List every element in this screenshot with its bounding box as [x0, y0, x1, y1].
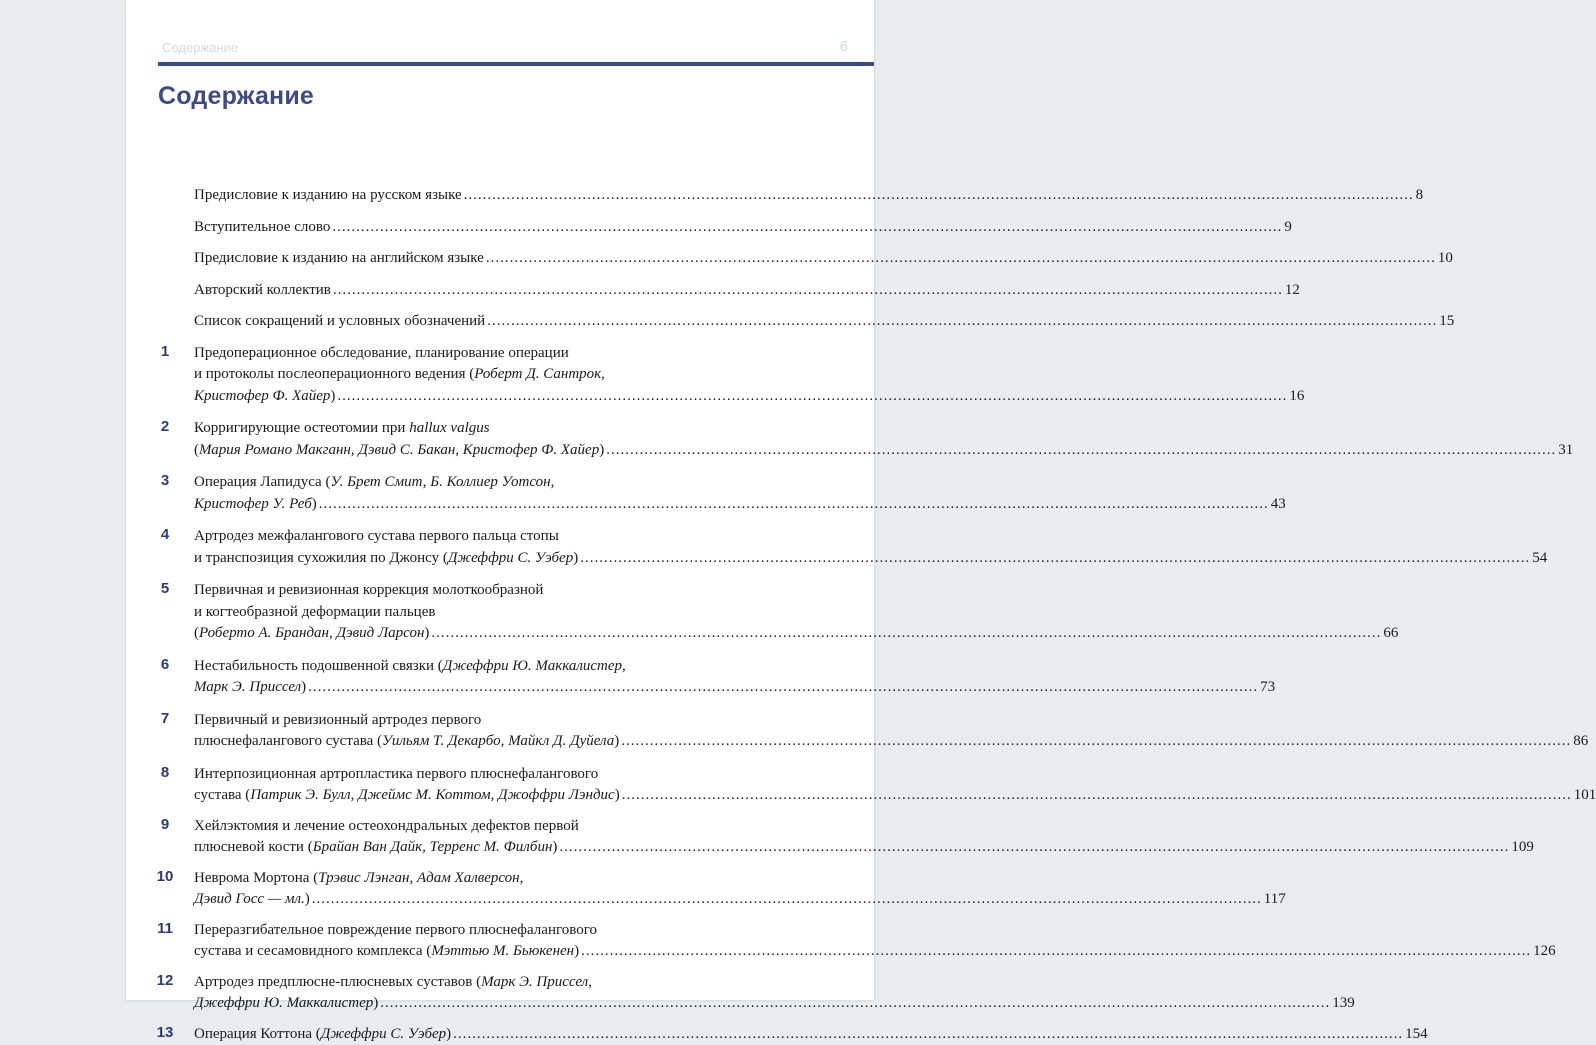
chapter-number: 3 [152, 472, 178, 489]
toc-entry[interactable] [152, 311, 722, 333]
author-names: Марк Э. Приссел [194, 679, 301, 695]
chapter-number: 8 [152, 764, 178, 781]
toc-entry[interactable] [152, 920, 722, 963]
entry-line [194, 217, 722, 239]
dot-leader: ........................................................................................................................................................................................................ [487, 311, 1437, 333]
entry-title-text: ) [614, 733, 619, 749]
entry-title-text: ) [599, 442, 604, 458]
entry-title-text: ) [573, 550, 578, 566]
entry-line [194, 311, 722, 333]
author-names: Джеффри С. Уэбер [321, 1026, 446, 1042]
entry-title-text: сустава и сесамовидного комплекса ( [194, 943, 431, 959]
entry-line [194, 418, 722, 440]
entry-title-text: ) [446, 1026, 451, 1042]
entry-text [194, 280, 331, 302]
toc-entry[interactable] [152, 710, 722, 753]
chapter-number: 7 [152, 710, 178, 727]
chapter-number: 10 [152, 868, 178, 885]
entry-line [194, 440, 722, 462]
entry-title-text: плюсневой кости ( [194, 839, 313, 855]
entry-title-text: Вступительное слово [194, 219, 330, 235]
entry-text [194, 386, 335, 408]
chapter-number: 12 [152, 972, 178, 989]
entry-title-text: Предисловие к изданию на русском языке [194, 187, 462, 203]
author-names: Трэвис Лэнган, Адам Халверсон, [318, 870, 523, 886]
toc-entry[interactable] [152, 972, 722, 1015]
entry-text [194, 785, 620, 807]
running-head-section: Содержание [162, 40, 238, 55]
entry-line [194, 1024, 722, 1045]
toc-entry[interactable] [152, 472, 722, 515]
entry-text [194, 993, 378, 1015]
entry-text [194, 494, 317, 516]
dot-leader: ........................................................................................................................................................................................................ [337, 386, 1287, 408]
entry-line [194, 993, 722, 1015]
entry-title-text: Хейлэктомия и лечение остеохондральных дефектов первой [194, 818, 579, 834]
toc-entry[interactable] [152, 343, 722, 408]
toc-entry[interactable] [152, 217, 722, 239]
entry-title-text: Корригирующие остеотомии при [194, 420, 409, 436]
chapter-number: 5 [152, 580, 178, 597]
author-names: У. Брет Смит, Б. Коллиер Уотсон, [330, 474, 554, 490]
entry-body [194, 764, 722, 807]
entry-title-text: ) [424, 625, 429, 641]
author-names: hallux valgus [409, 420, 489, 436]
entry-text [194, 677, 306, 699]
entry-title-text: ) [552, 839, 557, 855]
toc-entry[interactable] [152, 656, 722, 699]
page-number: 54 [1532, 548, 1547, 570]
entry-body [194, 580, 722, 645]
dot-leader: ........................................................................................................................................................................................................ [333, 280, 1283, 302]
entry-line [194, 764, 722, 786]
chapter-number: 9 [152, 816, 178, 833]
entry-title-text: и когтеобразной деформации пальцев [194, 604, 435, 620]
entry-body [194, 418, 722, 461]
dot-leader: ........................................................................................................................................................................................................ [621, 731, 1571, 753]
page-title: Содержание [158, 82, 314, 111]
dot-leader: ........................................................................................................................................................................................................ [312, 889, 1262, 911]
entry-body [194, 1024, 722, 1045]
entry-title-text: ) [301, 679, 306, 695]
entry-title-text: ) [312, 496, 317, 512]
entry-body [194, 311, 722, 333]
entry-title-text: Предисловие к изданию на английском языке [194, 250, 484, 266]
page-number: 117 [1264, 889, 1286, 911]
entry-title-text: Нестабильность подошвенной связки ( [194, 658, 443, 674]
entry-line [194, 868, 722, 890]
entry-title-text: сустава ( [194, 787, 250, 803]
entry-title-text: Предоперационное обследование, планирование операции [194, 345, 569, 361]
header-rule [158, 62, 874, 66]
page-number: 154 [1405, 1024, 1428, 1045]
entry-line [194, 280, 722, 302]
entry-text [194, 185, 462, 207]
entry-title-text: ) [574, 943, 579, 959]
running-head-page-number: 6 [840, 38, 848, 55]
entry-body [194, 972, 722, 1015]
dot-leader: ........................................................................................................................................................................................................ [581, 941, 1531, 963]
entry-title-text: и протоколы послеоперационного ведения ( [194, 366, 474, 382]
entry-title-text: Переразгибательное повреждение первого плюснефалангового [194, 922, 597, 938]
entry-line [194, 248, 722, 270]
entry-title-text: ) [373, 995, 378, 1011]
entry-text [194, 217, 330, 239]
author-names: Марк Э. Приссел, [481, 974, 592, 990]
page-number: 12 [1285, 280, 1300, 302]
entry-text [194, 311, 485, 333]
entry-line [194, 580, 722, 602]
entry-body [194, 472, 722, 515]
entry-body [194, 920, 722, 963]
author-names: Роберт Д. Сантрок, [474, 366, 605, 382]
page-number: 9 [1284, 217, 1292, 239]
entry-line [194, 623, 722, 645]
toc-entry[interactable] [152, 185, 722, 207]
entry-line [194, 710, 722, 732]
author-names: Джеффри Ю. Маккалистер [194, 995, 373, 1011]
toc-entry[interactable] [152, 868, 722, 911]
entry-body [194, 868, 722, 911]
chapter-number: 4 [152, 526, 178, 543]
entry-line [194, 494, 722, 516]
entry-title-text: ( [194, 442, 199, 458]
entry-title-text: ) [330, 388, 335, 404]
entry-line [194, 364, 722, 386]
entry-body [194, 656, 722, 699]
entry-line [194, 548, 722, 570]
entry-text [194, 889, 310, 911]
dot-leader: ........................................................................................................................................................................................................ [486, 248, 1436, 270]
author-names: Кристофер Ф. Хайер [194, 388, 330, 404]
entry-text [194, 731, 619, 753]
entry-text [194, 440, 604, 462]
entry-line [194, 677, 722, 699]
entry-line [194, 837, 722, 859]
toc-entry[interactable] [152, 526, 722, 569]
toc-entry[interactable] [152, 580, 722, 645]
page-number: 16 [1289, 386, 1304, 408]
entry-line [194, 185, 722, 207]
page-number: 66 [1383, 623, 1398, 645]
entry-title-text: Операция Коттона ( [194, 1026, 321, 1042]
chapter-number: 11 [152, 920, 178, 937]
entry-text [194, 548, 578, 570]
dot-leader: ........................................................................................................................................................................................................ [319, 494, 1269, 516]
dot-leader: ........................................................................................................................................................................................................ [622, 785, 1572, 807]
dot-leader: ........................................................................................................................................................................................................ [332, 217, 1282, 239]
dot-leader: ........................................................................................................................................................................................................ [559, 837, 1509, 859]
entry-line [194, 602, 722, 624]
page-number: 73 [1260, 677, 1275, 699]
entry-body [194, 710, 722, 753]
entry-title-text: Первичная и ревизионная коррекция молоткообразной [194, 582, 543, 598]
page-number: 15 [1439, 311, 1454, 333]
page-number: 101 [1574, 785, 1596, 807]
author-names: Мэттью М. Бьюкенен [431, 943, 574, 959]
toc-entry[interactable] [152, 248, 722, 270]
author-names: Джеффри С. Уэбер [448, 550, 573, 566]
toc-entry[interactable] [152, 1024, 722, 1045]
entry-body [194, 816, 722, 859]
page-number: 139 [1332, 993, 1355, 1015]
entry-title-text: Операция Лапидуса ( [194, 474, 330, 490]
page-number: 31 [1558, 440, 1573, 462]
running-head [158, 40, 874, 58]
book-page [126, 0, 874, 1000]
toc-entry[interactable] [152, 418, 722, 461]
entry-body [194, 248, 722, 270]
entry-line [194, 472, 722, 494]
author-names: Патрик Э. Булл, Джеймс М. Коттом, Джоффри Лэндис [250, 787, 614, 803]
entry-title-text: Авторский коллектив [194, 282, 331, 298]
page-number: 8 [1416, 185, 1424, 207]
toc-entry[interactable] [152, 764, 722, 807]
entry-text [194, 248, 484, 270]
entry-title-text: Артродез межфалангового сустава первого пальца стопы [194, 528, 559, 544]
entry-body [194, 280, 722, 302]
chapter-number: 2 [152, 418, 178, 435]
page-number: 126 [1533, 941, 1556, 963]
entry-text [194, 941, 579, 963]
author-names: Дэвид Госс — мл. [194, 891, 305, 907]
toc-entry[interactable] [152, 280, 722, 302]
page-number: 10 [1438, 248, 1453, 270]
entry-body [194, 526, 722, 569]
entry-text [194, 1024, 451, 1045]
entry-line [194, 386, 722, 408]
author-names: Джеффри Ю. Маккалистер, [443, 658, 626, 674]
author-names: Роберто А. Брандан, Дэвид Ларсон [199, 625, 424, 641]
entry-body [194, 343, 722, 408]
dot-leader: ........................................................................................................................................................................................................ [453, 1024, 1403, 1045]
author-names: Мария Романо Макганн, Дэвид С. Бакан, Кристофер Ф. Хайер [199, 442, 599, 458]
chapter-number: 1 [152, 343, 178, 360]
entry-title-text: Интерпозиционная артропластика первого плюснефалангового [194, 766, 598, 782]
author-names: Уильям Т. Декарбо, Майкл Д. Дуйела [382, 733, 614, 749]
dot-leader: ........................................................................................................................................................................................................ [580, 548, 1530, 570]
entry-line [194, 941, 722, 963]
toc-entry[interactable] [152, 816, 722, 859]
entry-line [194, 889, 722, 911]
entry-line [194, 920, 722, 942]
entry-title-text: Список сокращений и условных обозначений [194, 313, 485, 329]
chapter-number: 13 [152, 1024, 178, 1041]
entry-title-text: ( [194, 625, 199, 641]
entry-line [194, 816, 722, 838]
entry-line [194, 785, 722, 807]
author-names: Кристофер У. Реб [194, 496, 312, 512]
entry-line [194, 731, 722, 753]
author-names: Брайан Ван Дайк, Терренс М. Филбин [313, 839, 553, 855]
table-of-contents [152, 185, 722, 1045]
dot-leader: ........................................................................................................................................................................................................ [606, 440, 1556, 462]
page-number: 43 [1271, 494, 1286, 516]
dot-leader: ........................................................................................................................................................................................................ [464, 185, 1414, 207]
chapter-number: 6 [152, 656, 178, 673]
entry-title-text: ) [305, 891, 310, 907]
entry-title-text: ) [615, 787, 620, 803]
entry-body [194, 217, 722, 239]
page-number: 109 [1511, 837, 1534, 859]
entry-body [194, 185, 722, 207]
entry-text [194, 837, 557, 859]
dot-leader: ........................................................................................................................................................................................................ [308, 677, 1258, 699]
entry-title-text: Артродез предплюсне-плюсневых суставов ( [194, 974, 481, 990]
dot-leader: ........................................................................................................................................................................................................ [431, 623, 1381, 645]
entry-title-text: Первичный и ревизионный артродез первого [194, 712, 481, 728]
entry-title-text: плюснефалангового сустава ( [194, 733, 382, 749]
entry-line [194, 656, 722, 678]
entry-title-text: Неврома Мортона ( [194, 870, 318, 886]
entry-line [194, 526, 722, 548]
entry-line [194, 972, 722, 994]
entry-text [194, 623, 429, 645]
entry-title-text: и транспозиция сухожилия по Джонсу ( [194, 550, 448, 566]
page-number: 86 [1573, 731, 1588, 753]
entry-line [194, 343, 722, 365]
dot-leader: ........................................................................................................................................................................................................ [380, 993, 1330, 1015]
